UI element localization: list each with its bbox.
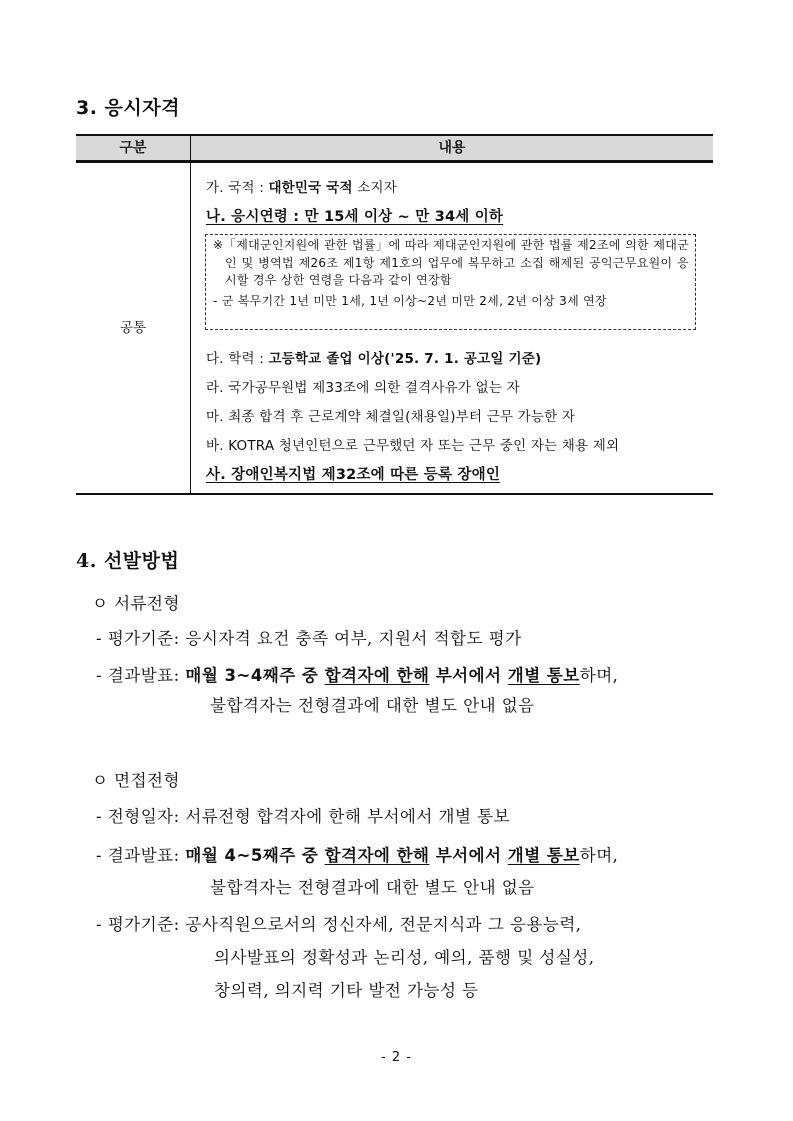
age-extension-note <box>205 234 696 330</box>
note-paragraph: ※「제대군인지원에 관한 법률」에 따라 제대군인지원에 관한 법률 제2조에 의한 제대군인 및 병역법 제26조 제1항 제1호의 업무에 복무하고 소집 해제된 공익근무요원이 응시할 경우 상한 연령을 다음과 같이 연장함 <box>213 238 689 287</box>
table-header-rule <box>76 160 713 163</box>
item-disability-text: 사. 장애인복지법 제32조에 따른 등록 장애인 <box>206 467 501 483</box>
doc-screening-title: ㅇ 서류전형 <box>92 594 180 613</box>
interview-result-period: 매월 4~5째주 중 <box>185 846 325 865</box>
item-disqualification: 라. 국가공무원법 제33조에 의한 결격사유가 없는 자 <box>206 380 520 396</box>
interview-result-line2: 불합격자는 전형결과에 대한 별도 안내 없음 <box>210 878 535 897</box>
section4-title: 4. 선발방법 <box>76 550 180 572</box>
doc-criteria-text: 응시자격 요건 충족 여부, 지원서 적합도 평가 <box>185 629 522 648</box>
interview-result-label: - 결과발표: <box>96 846 180 865</box>
page-number: - 2 - <box>381 1050 412 1065</box>
item-nationality <box>206 176 397 196</box>
item-education-value: 고등학교 졸업 이상('25. 7. 1. 공고일 기준) <box>268 351 542 367</box>
item-nationality-value: 대한민국 국적 <box>268 180 353 196</box>
table-header-content: 내용 <box>438 140 466 156</box>
doc-result-label: - 결과발표: <box>96 666 180 685</box>
interview-result-passed-only: 합격자에 한해 <box>324 846 430 865</box>
interview-result-individual: 개별 통보 <box>507 846 580 865</box>
item-age <box>206 205 503 226</box>
item-exclusion: 바. KOTRA 청년인턴으로 근무했던 자 또는 근무 중인 자는 채용 제외 <box>206 438 620 454</box>
item-disability <box>206 463 500 484</box>
interview-date-label: - 전형일자: <box>96 807 180 826</box>
interview-date-row <box>96 803 510 827</box>
item-education-label: 다. 학력 : <box>206 351 269 367</box>
item-age-text: 나. 응시연령 : 만 15세 이상 ~ 만 34세 이하 <box>206 209 504 225</box>
item-education <box>206 347 541 367</box>
interview-result-dept: 부서에서 <box>429 846 508 865</box>
table-category-common: 공통 <box>119 320 147 336</box>
item-nationality-label: 가. 국적 : <box>206 180 269 196</box>
eligibility-table <box>76 134 713 495</box>
interview-criteria-line3: 창의력, 의지력 기타 발전 가능성 등 <box>214 981 479 1000</box>
doc-result-tail: 하며, <box>579 666 619 685</box>
doc-result-dept: 부서에서 <box>429 666 508 685</box>
interview-date-text: 서류전형 합격자에 한해 부서에서 개별 통보 <box>185 807 511 826</box>
interview-criteria-label: - 평가기준: <box>96 915 180 934</box>
table-header-category: 구분 <box>119 140 147 156</box>
section3-title: 3. 응시자격 <box>76 97 180 119</box>
item-availability: 마. 최종 합격 후 근로계약 체결일(채용일)부터 근무 가능한 자 <box>206 409 576 425</box>
interview-criteria-line2: 의사발표의 정확성과 논리성, 예의, 품행 및 성실성, <box>214 948 595 967</box>
interview-result-tail: 하며, <box>579 846 619 865</box>
interview-title: ㅇ 면접전형 <box>92 771 180 790</box>
table-bottom-rule <box>76 493 713 495</box>
item-nationality-suffix: 소지자 <box>352 180 398 196</box>
interview-criteria-line1: 공사직원으로서의 정신자세, 전문지식과 그 응용능력, <box>185 915 582 934</box>
doc-criteria-row <box>96 625 522 649</box>
doc-criteria-label: - 평가기준: <box>96 629 180 648</box>
doc-result-row <box>96 662 618 686</box>
interview-criteria-row <box>96 911 582 935</box>
interview-result-row <box>96 842 618 866</box>
doc-result-line2: 불합격자는 전형결과에 대한 별도 안내 없음 <box>210 696 535 715</box>
doc-result-passed-only: 합격자에 한해 <box>324 666 430 685</box>
doc-result-individual: 개별 통보 <box>507 666 580 685</box>
table-column-divider <box>190 136 191 495</box>
note-sub-item: - 군 복무기간 1년 미만 1세, 1년 이상~2년 미만 2세, 2년 이상 3세 연장 <box>213 293 607 308</box>
doc-result-period: 매월 3~4째주 중 <box>185 666 325 685</box>
